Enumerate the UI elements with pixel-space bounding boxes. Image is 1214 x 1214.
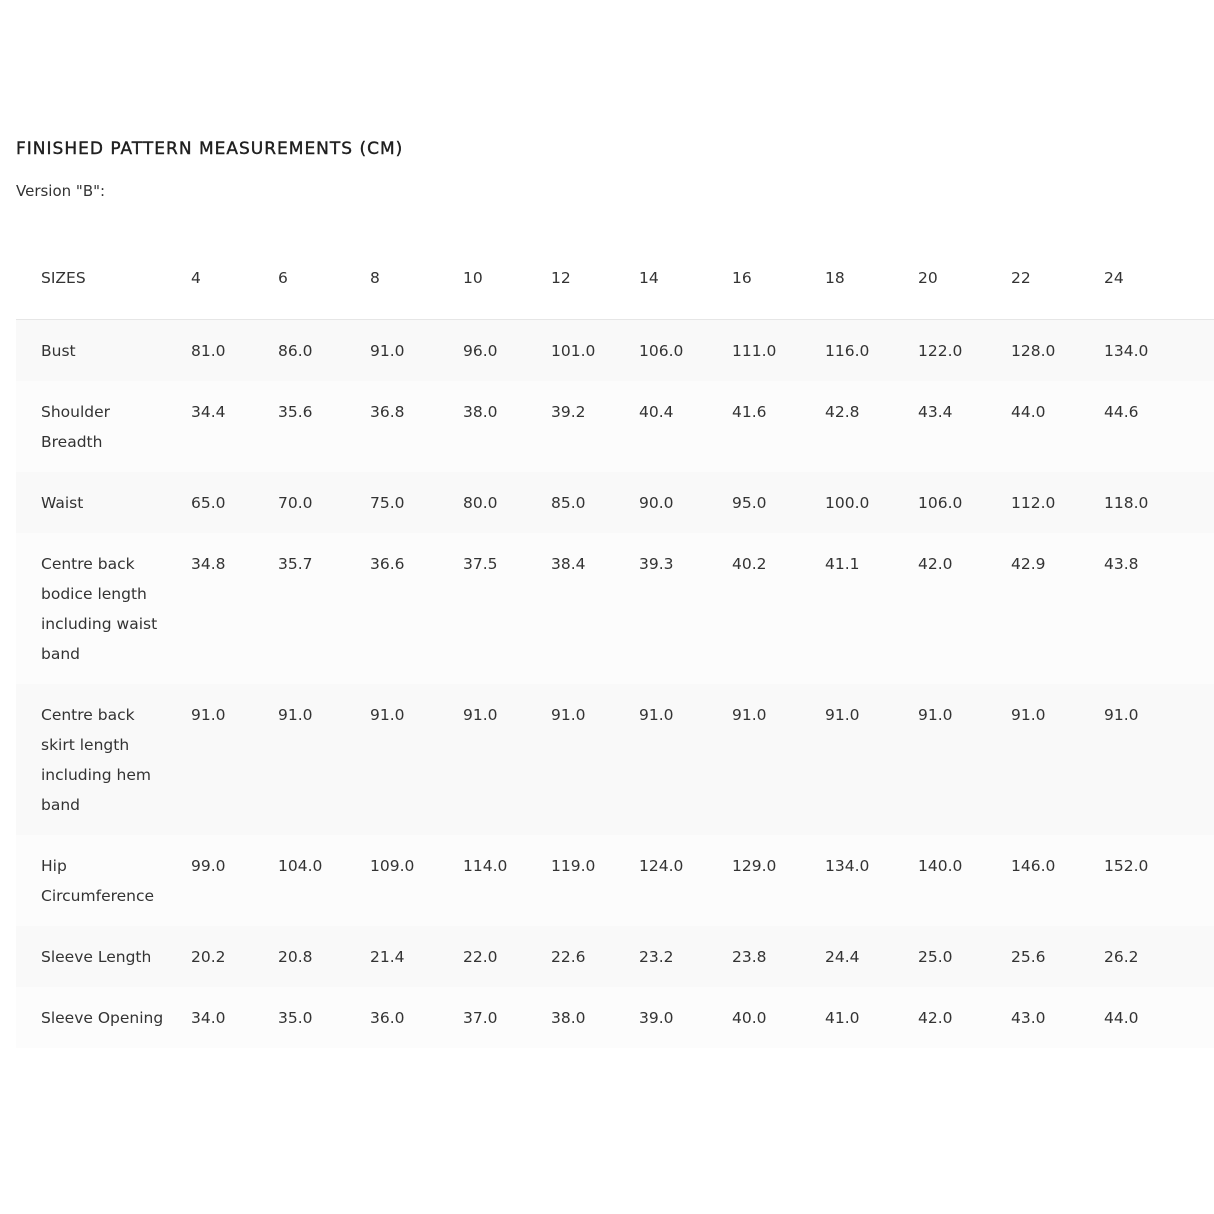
table-cell: 43.4 [918, 402, 953, 421]
table-cell: 109.0 [370, 856, 415, 875]
table-cell: 40.4 [639, 402, 674, 421]
table-cell: 152.0 [1104, 856, 1149, 875]
table-cell: 106.0 [918, 493, 963, 512]
table-cell: 100.0 [825, 493, 870, 512]
table-cell: 41.0 [825, 1008, 860, 1027]
size-header: 8 [370, 269, 380, 287]
row-label [16, 835, 191, 926]
size-header: 10 [463, 269, 483, 287]
table-cell: 21.4 [370, 947, 405, 966]
sizes-header: SIZES [41, 269, 86, 287]
row-label-text: Sleeve Length [41, 947, 152, 966]
size-header: 14 [639, 269, 659, 287]
table-cell: 38.0 [463, 402, 498, 421]
table-cell: 26.2 [1104, 947, 1139, 966]
page-title: FINISHED PATTERN MEASUREMENTS (CM) [16, 139, 404, 159]
table-cell: 91.0 [1104, 705, 1139, 724]
table-cell: 35.6 [278, 402, 313, 421]
table-cell: 81.0 [191, 341, 226, 360]
table-cell: 111.0 [732, 341, 777, 360]
table-cell: 65.0 [191, 493, 226, 512]
table-row [16, 381, 1214, 472]
table-cell: 22.6 [551, 947, 586, 966]
table-cell: 36.8 [370, 402, 405, 421]
size-header: 20 [918, 269, 938, 287]
size-header: 18 [825, 269, 845, 287]
table-cell: 35.7 [278, 554, 313, 573]
table-cell: 43.0 [1011, 1008, 1046, 1027]
table-cell: 91.0 [825, 705, 860, 724]
table-cell: 96.0 [463, 341, 498, 360]
row-label-text: Sleeve Opening [41, 1008, 164, 1027]
table-cell: 25.0 [918, 947, 953, 966]
row-label [16, 319, 191, 381]
table-cell: 39.2 [551, 402, 586, 421]
table-cell: 37.5 [463, 554, 498, 573]
version-label: Version "B": [16, 182, 106, 200]
row-label-text: Bust [41, 341, 76, 360]
table-cell: 91.0 [1011, 705, 1046, 724]
table-cell: 42.8 [825, 402, 860, 421]
table-cell: 40.0 [732, 1008, 767, 1027]
table-cell: 140.0 [918, 856, 963, 875]
table-cell: 112.0 [1011, 493, 1056, 512]
table-cell: 22.0 [463, 947, 498, 966]
size-header: 12 [551, 269, 571, 287]
table-cell: 129.0 [732, 856, 777, 875]
table-cell: 91.0 [463, 705, 498, 724]
table-cell: 99.0 [191, 856, 226, 875]
table-row [16, 835, 1214, 926]
table-cell: 41.1 [825, 554, 860, 573]
table-cell: 104.0 [278, 856, 323, 875]
table-cell: 34.4 [191, 402, 226, 421]
table-cell: 91.0 [370, 705, 405, 724]
table-cell: 128.0 [1011, 341, 1056, 360]
table-cell: 70.0 [278, 493, 313, 512]
row-label [16, 926, 191, 987]
table-row [16, 319, 1214, 381]
table-cell: 20.8 [278, 947, 313, 966]
table-cell: 75.0 [370, 493, 405, 512]
table-cell: 91.0 [918, 705, 953, 724]
table-row [16, 926, 1214, 987]
table-cell: 35.0 [278, 1008, 313, 1027]
row-label-text: Shoulder Breadth [41, 402, 111, 451]
table-cell: 24.4 [825, 947, 860, 966]
row-label-text: Hip Circumference [41, 856, 155, 905]
table-cell: 39.0 [639, 1008, 674, 1027]
table-cell: 40.2 [732, 554, 767, 573]
table-cell: 91.0 [551, 705, 586, 724]
table-cell: 85.0 [551, 493, 586, 512]
table-row [16, 987, 1214, 1048]
table-cell: 34.8 [191, 554, 226, 573]
table-cell: 34.0 [191, 1008, 226, 1027]
table-cell: 44.0 [1011, 402, 1046, 421]
size-header: 4 [191, 269, 201, 287]
table-cell: 42.0 [918, 1008, 953, 1027]
size-header: 24 [1104, 269, 1124, 287]
table-cell: 106.0 [639, 341, 684, 360]
table-cell: 91.0 [370, 341, 405, 360]
table-cell: 23.8 [732, 947, 767, 966]
table-cell: 91.0 [191, 705, 226, 724]
table-cell: 116.0 [825, 341, 870, 360]
table-cell: 80.0 [463, 493, 498, 512]
table-cell: 114.0 [463, 856, 508, 875]
row-label [16, 381, 191, 472]
table-cell: 90.0 [639, 493, 674, 512]
table-cell: 119.0 [551, 856, 596, 875]
table-cell: 23.2 [639, 947, 674, 966]
table-cell: 20.2 [191, 947, 226, 966]
table-cell: 146.0 [1011, 856, 1056, 875]
table-cell: 118.0 [1104, 493, 1149, 512]
size-header: 22 [1011, 269, 1031, 287]
table-row [16, 533, 1214, 684]
table-header-row [16, 238, 1214, 319]
size-header: 16 [732, 269, 752, 287]
row-label [16, 987, 191, 1048]
row-label-text: Centre back skirt length including hem band [41, 705, 151, 814]
row-label [16, 472, 191, 533]
table-cell: 91.0 [278, 705, 313, 724]
table-cell: 134.0 [1104, 341, 1149, 360]
row-label [16, 533, 191, 684]
table-cell: 25.6 [1011, 947, 1046, 966]
row-label [16, 684, 191, 835]
table-cell: 37.0 [463, 1008, 498, 1027]
table-cell: 44.0 [1104, 1008, 1139, 1027]
table-cell: 91.0 [639, 705, 674, 724]
table-body [16, 319, 1214, 1048]
table-cell: 86.0 [278, 341, 313, 360]
table-cell: 91.0 [732, 705, 767, 724]
table-cell: 41.6 [732, 402, 767, 421]
size-header: 6 [278, 269, 288, 287]
measurements-table [16, 238, 1214, 1048]
table-row [16, 472, 1214, 533]
table-cell: 36.6 [370, 554, 405, 573]
table-cell: 42.9 [1011, 554, 1046, 573]
table-cell: 101.0 [551, 341, 596, 360]
row-label-text: Centre back bodice length including waist band [41, 554, 158, 663]
table-cell: 39.3 [639, 554, 674, 573]
table-row [16, 684, 1214, 835]
table-cell: 134.0 [825, 856, 870, 875]
table-cell: 38.4 [551, 554, 586, 573]
table-cell: 95.0 [732, 493, 767, 512]
table-cell: 44.6 [1104, 402, 1139, 421]
table-cell: 42.0 [918, 554, 953, 573]
row-label-text: Waist [41, 493, 84, 512]
table-cell: 43.8 [1104, 554, 1139, 573]
table-cell: 38.0 [551, 1008, 586, 1027]
table-cell: 36.0 [370, 1008, 405, 1027]
table-cell: 124.0 [639, 856, 684, 875]
table-cell: 122.0 [918, 341, 963, 360]
